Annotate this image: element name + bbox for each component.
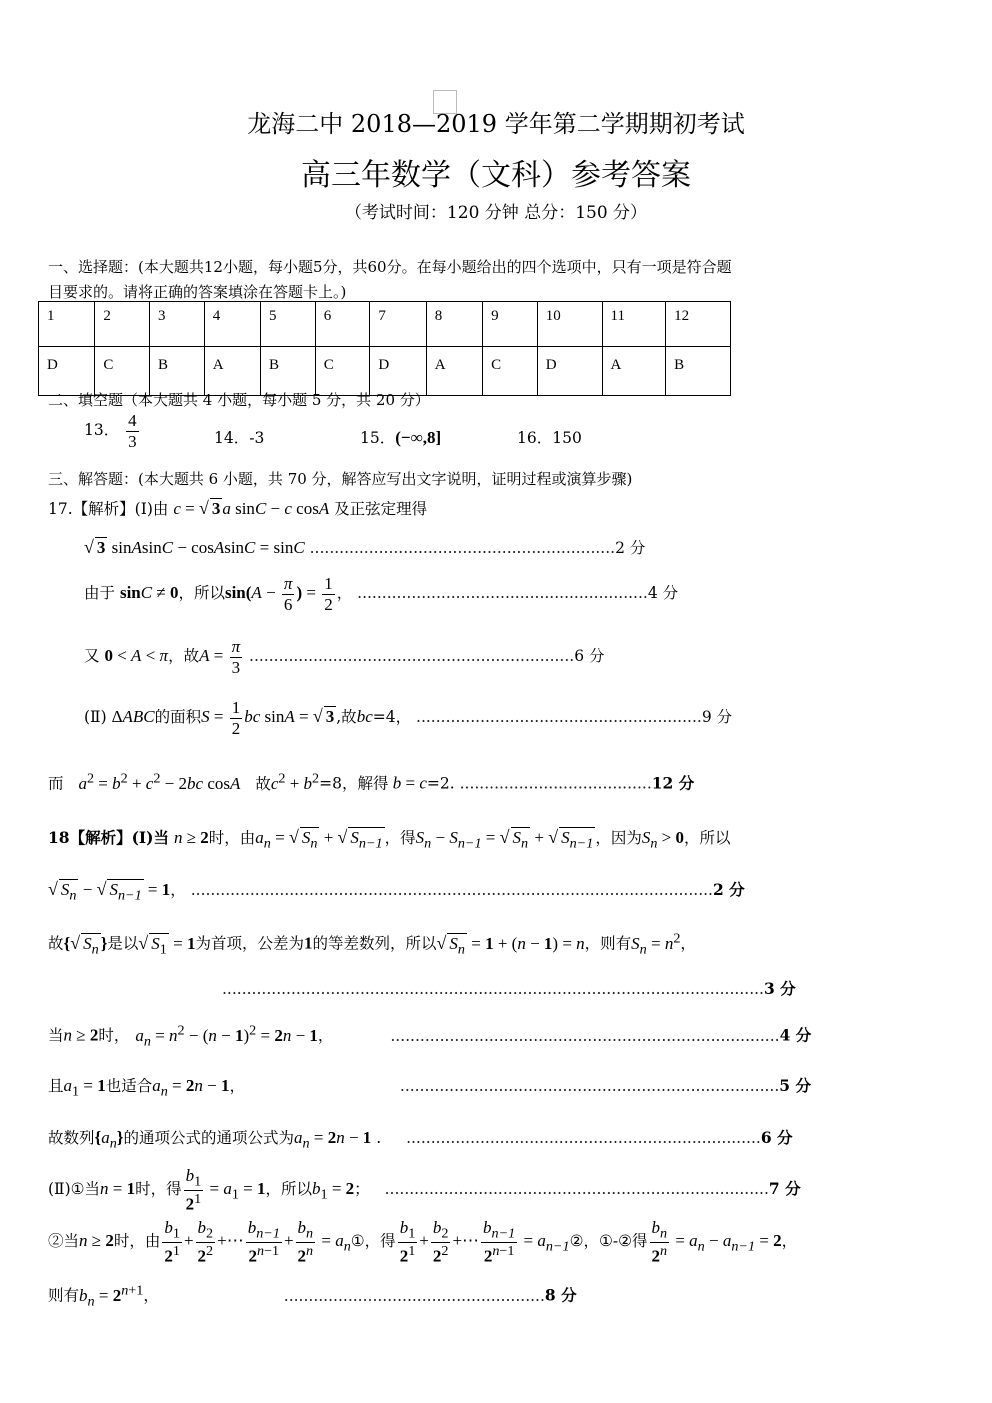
q17-intro: 17.【解析】(Ⅰ)由 c = √ 3 a sinC − c cosA 及正弦定理得 [48, 498, 428, 518]
q17-final-eq8: =8，解得 [319, 774, 389, 793]
answer-cell: B [261, 347, 316, 396]
q18-part2-a: (Ⅱ)①当 [48, 1179, 101, 1198]
q18-step3-a: 当 [48, 1026, 64, 1045]
answer-cell: D [537, 347, 602, 396]
section1-heading-line1: 一、选择题：(本大题共12小题，每小题5分，共60分。在每小题给出的四个选项中，只有一项是符合题 [48, 258, 732, 276]
q18-intro: 18【解析】(Ⅰ)当 n ≥ 2时，由$a_n$ = √ $S_n$ + √ $S_{n-1}$ ，得$S_n - S_{n-1}$ = √ $S_n$ + √ $S_{n-1}$ ，因为$S_n > 0$，所以 [48, 827, 731, 852]
q17-final-eq2: =2. [426, 774, 455, 793]
q17-step3-mid: ，故 [168, 647, 200, 666]
score-label: 2 分 [712, 880, 745, 899]
q18-step2: 故{√ $S_n$ }是以√ $S_1 = 1$为首项，公差为1的等差数列，所以√ $S_n = 1 + (n - 1) = n$，则有$S_n = n^2$， [48, 930, 696, 958]
q18-step5-a: 故数列 [48, 1129, 95, 1147]
q18-part2-b: 时，得 [135, 1179, 182, 1198]
q18-step1-end: ， [170, 881, 186, 899]
question-number: 5 [261, 302, 316, 347]
score-label: 12 分 [651, 773, 695, 793]
table-row [39, 302, 731, 347]
q18-part2-c: ，所以 [265, 1179, 312, 1198]
answer-cell: C [315, 347, 370, 396]
q17-label: 17.【解析】(Ⅰ)由 [48, 500, 169, 518]
score-label: 9 分 [701, 708, 733, 727]
q17-part2-value: =4， [372, 708, 412, 727]
section1-heading-line2: 目要求的。请将正确的答案填涂在答题卡上。) [48, 283, 347, 301]
q18-part2-step2-c: ①，得 [350, 1231, 396, 1250]
q18-label: 18【解析】(Ⅰ)当 [48, 828, 169, 847]
score-label: 4 分 [647, 584, 679, 603]
answer-cell: B [150, 347, 205, 396]
answer-cell: C [95, 347, 150, 396]
score-label: 5 分 [779, 1076, 811, 1095]
q17-step2-text: 由于 [84, 584, 116, 603]
section2-heading: 二、填空题（本大题共 4 小题，每小题 5 分，共 20 分） [48, 391, 430, 409]
question-number: 10 [537, 302, 602, 347]
q13-denominator: 3 [128, 431, 137, 451]
answer-cell: A [602, 347, 666, 396]
answer-key-title: 高三年数学（文科）参考答案 [301, 158, 691, 193]
question-number: 3 [150, 302, 205, 347]
q18-part2-step2: ②当n ≥ 2时，由 $\frac{b_1}{2^1}$ + $\frac{b_2}{2^2}$ +⋯ $\frac{b_{n-1}}{2^{n-1}}$ + $\frac{b_n}{2^n}$ = $a_n①$，得 $\frac{b_1}{2^1}$ + $\frac{b_2}{2^2}$ +⋯ $\frac{b_{n-1}}{2^{n-1}}$ = $a_{n-1}②$，①-②得 $\frac{b_n}{2^n}$ = $a_n - a_{n-1} = 2$， [48, 1218, 798, 1266]
q18-step2-e: ，则有 [584, 934, 632, 953]
question-number: 2 [95, 302, 150, 347]
question-number: 11 [602, 302, 666, 347]
score-label: 4 分 [779, 1025, 812, 1045]
exam-info: （考试时间：120 分钟 总分：150 分） [344, 203, 648, 223]
answer-cell: D [370, 347, 426, 396]
answer-cell: A [204, 347, 260, 396]
q17-step3-text: 又 [84, 647, 100, 666]
q18-step3-b: 时， [98, 1026, 130, 1045]
q17-final-mid: 故 [255, 774, 271, 793]
q17-step3: 又 0 < A < π，故A = $\frac{\pi}{3}$ ..................................................................6 分 [84, 637, 605, 677]
q18-step1: √ $S_n$ − √ $S_{n-1} = 1$， ..........................................................................................................2 分 [48, 879, 745, 904]
q15-value: (−∞,8] [395, 428, 442, 447]
q18-intro-t1: 时，由 [208, 829, 256, 847]
q13-label: 13． [84, 421, 120, 440]
q18-step2-c: 为首项，公差为 [195, 934, 304, 953]
answer-cell: B [666, 347, 731, 396]
q14-answer: 14．-3 [214, 429, 265, 447]
question-number: 7 [370, 302, 426, 347]
q17-final: 而 $a^2 = b^2 + c^2 - 2bc$ cosA 故$c^2 + b^2=8$，解得 b = c=2. .......................................12 分 [48, 770, 695, 793]
score-label: 7 分 [768, 1178, 801, 1198]
q17-step1: √ 3 sinAsinC − cosAsinC = sinC ..............................................................2 分 [84, 537, 646, 557]
q18-step4: 且$a_1 = 1$也适合$a_n = 2n - 1$， .............................................................................5 分 [48, 1076, 811, 1100]
q17-step2-mid: ，所以 [178, 584, 225, 603]
q18-step3: 当n ≥ 2时， $a_n = n^2 - (n - 1)^2 = 2n - 1$， ...............................................................................4 分 [48, 1022, 812, 1050]
score-label: 6 分 [760, 1128, 793, 1147]
choice-answer-table [38, 301, 731, 396]
question-number: 1 [39, 302, 95, 347]
q18-step5-b: 的通项公式的通项公式为 [123, 1129, 295, 1147]
score-label: 3 分 [763, 979, 796, 998]
q17-intro-tail: 及正弦定理得 [334, 500, 428, 518]
q18-step2-a: 故 [48, 934, 64, 953]
q17-part2-tail: ,故 [336, 708, 357, 727]
q18-intro-t4: ，所以 [684, 829, 731, 847]
score-label: 8 分 [544, 1285, 577, 1305]
question-number: 6 [315, 302, 370, 347]
exam-title: 龙海二中 2018—2019 学年第二学期期初考试 [247, 110, 745, 138]
q18-step4-a: 且 [48, 1077, 64, 1095]
q18-part2-step2-d: ②，①-②得 [569, 1231, 648, 1250]
q15-answer [360, 426, 441, 448]
q18-step4-b: 也适合 [105, 1077, 153, 1095]
answer-cell: D [39, 347, 95, 396]
q18-step2-d: 的等差数列，所以 [312, 934, 437, 953]
q17-part2: (Ⅱ) ΔABC的面积S = $\frac{1}{2}$ bc sinA = √ 3 ,故bc=4， ..........................................................9 分 [84, 698, 733, 738]
q18-step2-score: ..............................................................................................................3 分 [222, 979, 796, 998]
q13-fraction [126, 411, 139, 451]
q17-part2-label: (Ⅱ) [84, 708, 107, 727]
q17-step2: 由于 sinC ≠ 0，所以sin(A − $\frac{\pi}{6}$ ) = $\frac{1}{2}$ ， ...........................................................4 分 [84, 574, 679, 614]
q18-part2-step3-a: 则有 [48, 1286, 80, 1305]
q18-intro-t3: ，因为 [595, 829, 642, 847]
q18-step5: 故数列$\{a_n\}$的通项公式的通项公式为$a_n = 2n - 1$ . ........................................................................6 分 [48, 1128, 793, 1152]
q18-part2: (Ⅱ)①当n = 1时，得 $\frac{b_1}{2^1}$ = $a_1 = 1$，所以$b_1 = 2$； ..............................................................................7 分 [48, 1166, 801, 1214]
q17-part2-mid: 的面积 [154, 708, 202, 727]
score-label: 2 分 [615, 539, 646, 557]
answer-cell: C [483, 347, 538, 396]
answer-cell: A [426, 347, 482, 396]
q18-part2-step3: 则有$b_n = 2^{n+1}$， .....................................................8 分 [48, 1282, 577, 1310]
section3-heading: 三、解答题：(本大题共 6 小题，共 70 分，解答应写出文字说明，证明过程或演算步骤) [48, 470, 633, 488]
q16-answer: 16．150 [517, 429, 582, 447]
q18-step2-b: 是以 [107, 934, 139, 953]
question-number: 9 [483, 302, 538, 347]
q15-label: 15． [360, 429, 396, 447]
question-number: 8 [426, 302, 482, 347]
q18-part2-step2-b: 时，由 [113, 1231, 161, 1250]
q13-numerator: 4 [128, 411, 137, 430]
q18-part2-step2-a: ②当 [48, 1231, 80, 1250]
fill-answers [84, 411, 141, 451]
score-label: 6 分 [574, 647, 605, 666]
q17-final-label: 而 [48, 774, 64, 793]
question-number: 4 [204, 302, 260, 347]
q18-intro-t2: ，得 [384, 829, 416, 847]
question-number: 12 [666, 302, 731, 347]
